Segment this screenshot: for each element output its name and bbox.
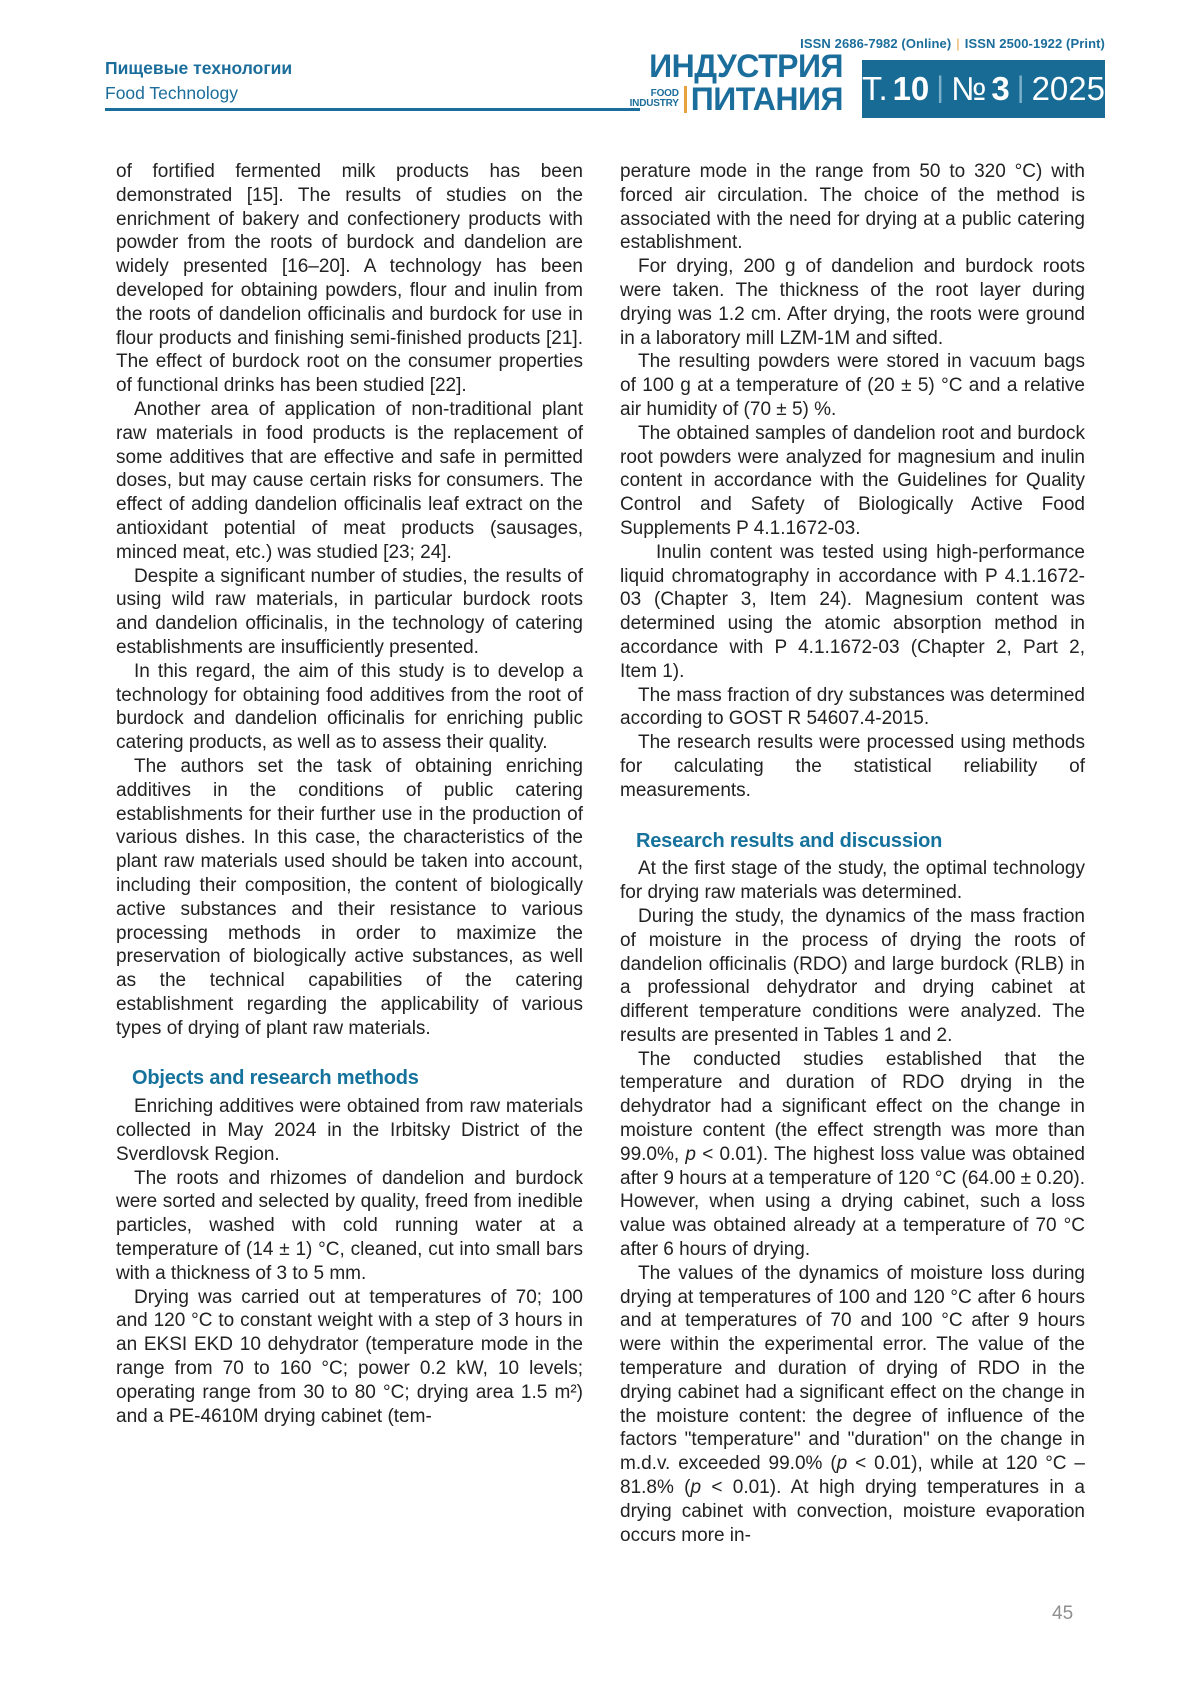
issue-box-separator-2: | — [1016, 71, 1025, 104]
logo-subtitle-industry: INDUSTRY — [629, 98, 679, 109]
paragraph: The obtained samples of dandelion root and burdock root powders were analyzed for magnesium and inulin content in accordance with the Guidelines for Quality Control and Safety of Biologically Active Food Supplements P 4.1.1672-03. — [620, 422, 1085, 539]
section-heading-objects-and-methods: Objects and research methods — [132, 1067, 419, 1090]
paragraph: The resulting powders were stored in vacuum bags of 100 g at a temperature of (20 ± 5) °C and a relative air humidity of (70 ± 5) %. — [620, 351, 1085, 420]
issue-box-separator-1: | — [936, 71, 945, 104]
paragraph: Another area of application of non-traditional plant raw materials in food products is the replacement of some additives that are effective and safe in permitted doses, but may cause certain risks for consumers. The effect of adding dandelion officinalis leaf extract on the antioxidant potential of meat products (sausages, minced meat, etc.) was studied [23; 24]. — [116, 398, 583, 563]
issn-online: ISSN 2686-7982 (Online) — [800, 36, 952, 51]
paragraph: Drying was carried out at temperatures of 70; 100 and 120 °C to constant weight with a step of 3 hours in an EKSI EKD 10 dehydrator (temperature mode in the range from 70 to 160 °C; power 0.2 kW, 10 levels; operating range from 30 to 80 °C; drying area 1.5 m²) and a PE-4610M drying cabinet (tem- — [116, 1286, 583, 1427]
logo-subtitle-food-industry — [630, 89, 679, 110]
logo-subtitle-food: FOOD — [650, 87, 679, 99]
issue-number-label: № — [951, 70, 987, 107]
issue-number: 3 — [991, 70, 1010, 107]
logo-orange-bar — [684, 86, 687, 113]
paragraph: At the first stage of the study, the optimal technology for drying raw materials was determined. — [620, 858, 1085, 904]
header-divider-line — [105, 108, 640, 111]
issn-separator: | — [956, 36, 960, 51]
paragraph: The conducted studies established that the temperature and duration of RDO drying in the dehydrator had a significant effect on the change in moisture content (the effect strength was more than 99.0%, p < 0.01). The highest loss value was obtained after 9 hours at a temperature of 120 °C (64.00 ± 0.20). However, when using a drying cabinet, such a loss value was obtained already at a temperature of 70 °C after 6 hours of drying. — [620, 1048, 1085, 1261]
text-column-right — [620, 160, 1085, 1547]
issue-info-box — [862, 60, 1105, 118]
paragraph: perature mode in the range from 50 to 320 °C) with forced air circulation. The choice of the method is associated with the need for drying at a public catering establishment. — [620, 161, 1085, 254]
journal-logo — [630, 50, 843, 115]
paragraph: During the study, the dynamics of the mass fraction of moisture in the process of drying the roots of dandelion officinalis (RDO) and large burdock (RLB) in a professional dehydrator and drying cabinet at different temperature conditions were analyzed. The results are presented in Tables 1 and 2. — [620, 905, 1085, 1046]
paragraph: The authors set the task of obtaining enriching additives in the conditions of public catering establishments for their further use in the production of various dishes. In this case, the characteristics of the plant raw materials used should be taken into account, including their composition, the content of biologically active substances and their resistance to various processing methods in order to maximize the preservation of biologically active substances, as well as the technical capabilities of the catering establishment regarding the applicability of various types of drying of plant raw materials. — [116, 755, 583, 1039]
paragraph: In this regard, the aim of this study is to develop a technology for obtaining food additives from the root of burdock and dandelion officinalis for enriching public catering products, as well as to assess their quality. — [116, 660, 583, 754]
paragraph: The mass fraction of dry substances was determined according to GOST R 54607.4-2015. — [620, 684, 1085, 730]
section-title-english: Food Technology — [105, 82, 238, 103]
paragraph: Despite a significant number of studies, the results of using wild raw materials, in particular burdock roots and dandelion officinalis, in the technology of catering establishments are insufficiently presented. — [116, 565, 583, 658]
paragraph: of fortified fermented milk products has been demonstrated [15]. The results of studies on the enrichment of bakery and confectionery products with powder from the roots of burdock and dandelion are widely presented [16–20]. A technology has been developed for obtaining powders, flour and inulin from the roots of dandelion officinalis and burdock for use in flour products and finishing semi-finished products [21]. The effect of burdock root on the consumer properties of functional drinks has been studied [22]. — [116, 161, 583, 397]
page-number: 45 — [1052, 1603, 1074, 1624]
paragraph: Inulin content was tested using high-performance liquid chromatography in accordance with P 4.1.1672-03 (Chapter 3, Item 24). Magnesium content was determined using the atomic absorption method in accordance with P 4.1.1672-03 (Chapter 2, Part 2, Item 1). — [620, 541, 1085, 682]
paragraph: The values of the dynamics of moisture loss during drying at temperatures of 100 and 120 °C after 6 hours and at temperatures of 70 and 100 °C after 9 hours were within the experimental error. The value of the temperature and duration of drying of RDO in the drying cabinet had a significant effect on the change in the moisture content: the degree of influence of the factors "temperature" and "duration" on the change in m.d.v. exceeded 99.0% (p < 0.01), while at 120 °C – 81.8% (p < 0.01). At high drying temperatures in a drying cabinet with convection, moisture evaporation occurs more in- — [620, 1262, 1085, 1546]
issn-print: ISSN 2500-1922 (Print) — [964, 36, 1105, 51]
issue-year: 2025 — [1031, 70, 1105, 107]
section-title-russian: Пищевые технологии — [105, 58, 293, 78]
paragraph: For drying, 200 g of dandelion and burdock roots were taken. The thickness of the root layer during drying was 1.2 cm. After drying, the roots were ground in a laboratory mill LZM-1M and sifted. — [620, 256, 1085, 349]
paragraph: The roots and rhizomes of dandelion and burdock were sorted and selected by quality, freed from inedible particles, washed with cold running water at a temperature of (14 ± 1) °C, cleaned, cut into small bars with a thickness of 3 to 5 mm. — [116, 1167, 583, 1284]
volume-number: 10 — [892, 70, 930, 107]
paragraph: Enriching additives were obtained from raw materials collected in May 2024 in the Irbitsky District of the Sverdlovsk Region. — [116, 1096, 583, 1165]
logo-word-pitaniya: ПИТАНИЯ — [690, 81, 843, 117]
journal-section-titles — [105, 56, 292, 105]
logo-word-industriya: ИНДУСТРИЯ — [649, 48, 843, 84]
section-heading-research-results: Research results and discussion — [636, 829, 943, 852]
issn-line — [800, 36, 1105, 51]
text-column-left — [116, 160, 583, 1428]
paragraph: The research results were processed using methods for calculating the statistical reliability of measurements. — [620, 732, 1085, 801]
volume-label: Т. — [862, 70, 888, 107]
logo-bottom-row — [630, 83, 843, 115]
